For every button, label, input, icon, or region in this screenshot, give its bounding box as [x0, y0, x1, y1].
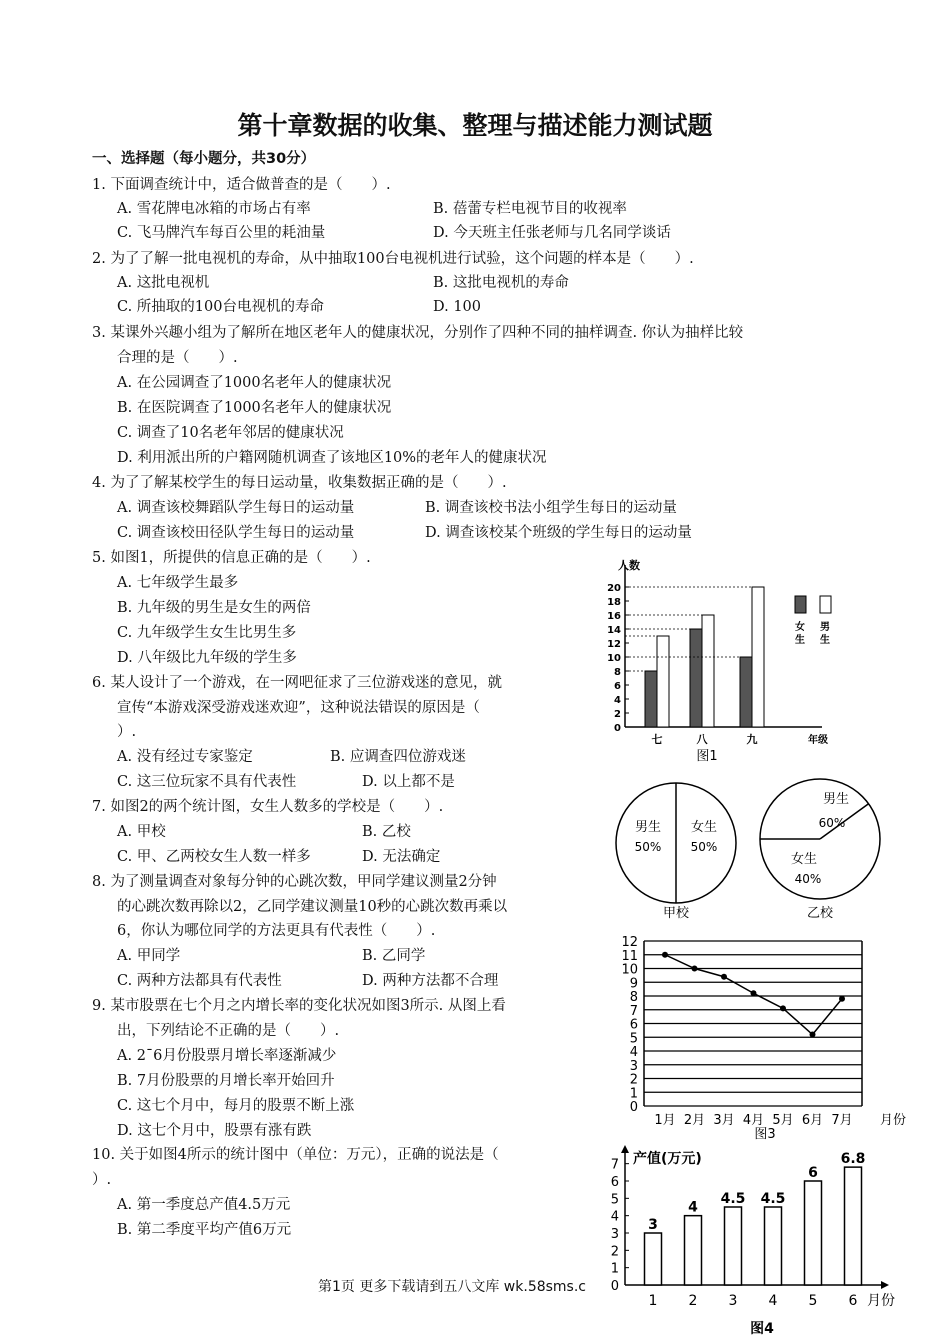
fig3-y-tick-label: 3	[629, 1058, 638, 1074]
fig2-slice-pct: 50%	[690, 840, 718, 854]
fig1-legend-label-bottom: 生	[820, 635, 830, 646]
fig4-x-tick-label: 5	[808, 1293, 818, 1309]
fig3-y-tick-label: 0	[629, 1100, 638, 1115]
fig3-y-tick-label: 5	[629, 1031, 638, 1047]
fig2-slice-label: 男生	[822, 792, 850, 807]
fig4-y-arrow	[621, 1145, 629, 1153]
q8-stem-line1: 8. 为了测量调查对象每分钟的心跳次数，甲同学建议测量2分钟	[92, 874, 497, 890]
q8-option-c: C. 两种方法都具有代表性	[117, 973, 282, 989]
q6-stem-line3: ）.	[117, 724, 137, 740]
fig1-bar	[702, 615, 714, 727]
fig1-legend-swatch	[795, 596, 806, 613]
fig2-slice-pct: 50%	[634, 840, 662, 854]
fig3-y-tick-label: 2	[629, 1072, 638, 1088]
q4-stem: 4. 为了了解某校学生的每日运动量，收集数据正确的是（ ）.	[92, 475, 507, 491]
fig3-point	[751, 990, 757, 996]
fig1-xlabel: 年级	[808, 735, 828, 746]
q2-option-b: B. 这批电视机的寿命	[433, 275, 569, 291]
fig3-caption: 图3	[754, 1127, 776, 1142]
fig4-ylabel: 产值(万元)	[633, 1151, 702, 1167]
q6-option-a: A. 没有经过专家鉴定	[117, 749, 253, 765]
q5-stem: 5. 如图1，所提供的信息正确的是（ ）.	[92, 550, 371, 566]
q9-stem-line1: 9. 某市股票在七个月之内增长率的变化状况如图3所示. 从图上看	[92, 998, 506, 1014]
q9-option-d: D. 这七个月中，股票有涨有跌	[117, 1123, 312, 1139]
fig4-x-tick-label: 3	[728, 1293, 738, 1309]
fig3-point	[810, 1032, 816, 1038]
q5-option-d: D. 八年级比九年级的学生多	[117, 650, 297, 666]
q8-option-b: B. 乙同学	[362, 948, 426, 964]
fig1-bar	[645, 671, 657, 727]
q3-option-d: D. 利用派出所的户籍网随机调查了该地区10%的老年人的健康状况	[117, 450, 547, 466]
fig4-bar	[765, 1207, 782, 1285]
fig1-legend-swatch	[820, 596, 831, 613]
q3-stem-line1: 3. 某课外兴趣小组为了解所在地区老年人的健康状况，分别作了四种不同的抽样调查. 你认为抽样比较	[92, 325, 744, 341]
fig4-data-label: 4	[688, 1199, 698, 1216]
q8-option-a: A. 甲同学	[117, 948, 181, 964]
q6-option-c: C. 这三位玩家不具有代表性	[117, 774, 297, 790]
fig1-y-tick-label: 10	[607, 653, 621, 664]
fig1-x-tick-label: 八	[696, 733, 708, 746]
fig1-y-tick-label: 0	[614, 723, 621, 734]
q8-stem-line2: 的心跳次数再除以2，乙同学建议测量10秒的心跳次数再乘以	[117, 899, 508, 915]
fig3-x-tick-label: 2月	[683, 1113, 706, 1128]
fig1-y-tick-label: 20	[607, 583, 621, 594]
fig4-data-label: 3	[648, 1217, 658, 1233]
q6-stem-line2: 宣传“本游戏深受游戏迷欢迎”，这种说法错误的原因是（	[117, 700, 480, 716]
q9-option-b: B. 7月份股票的月增长率开始回升	[117, 1073, 335, 1089]
fig4-y-tick-label: 1	[610, 1261, 619, 1277]
fig3-y-tick-label: 4	[629, 1045, 638, 1060]
fig3-y-tick-label: 12	[621, 935, 638, 950]
q6-stem-line1: 6. 某人设计了一个游戏，在一网吧征求了三位游戏迷的意见，就	[92, 675, 502, 691]
fig3-y-tick-label: 10	[621, 962, 638, 978]
fig4-data-label: 6.8	[840, 1151, 866, 1168]
fig1-bar	[690, 629, 702, 727]
q6-option-d: D. 以上都不是	[362, 774, 455, 790]
q1-option-c: C. 飞马牌汽车每百公里的耗油量	[117, 225, 326, 241]
fig3-y-tick-label: 1	[629, 1086, 638, 1102]
fig4-y-tick-label: 0	[610, 1279, 619, 1294]
fig4-data-label: 4.5	[760, 1191, 786, 1207]
q1-option-b: B. 蓓蕾专栏电视节目的收视率	[433, 201, 627, 217]
fig2-slice-label: 男生	[634, 820, 662, 835]
fig4-y-tick-label: 6	[610, 1175, 619, 1190]
fig3-point	[662, 952, 668, 958]
q2-option-a: A. 这批电视机	[117, 275, 210, 291]
fig3-y-tick-label: 9	[629, 976, 638, 992]
q5-option-a: A. 七年级学生最多	[117, 575, 239, 591]
q9-stem-line2: 出，下列结论不正确的是（ ）.	[117, 1023, 340, 1039]
q5-option-b: B. 九年级的男生是女生的两倍	[117, 600, 311, 616]
fig4-xlabel: 月份	[867, 1293, 895, 1309]
fig3-x-tick-label: 4月	[742, 1113, 765, 1128]
fig3-point	[839, 996, 845, 1002]
fig4-x-tick-label: 4	[768, 1293, 778, 1309]
q7-stem: 7. 如图2的两个统计图，女生人数多的学校是（ ）.	[92, 799, 444, 815]
fig1-legend-label-top: 女	[795, 622, 805, 633]
fig2-caption: 甲校	[662, 906, 690, 920]
fig1-y-tick-label: 16	[607, 611, 621, 622]
fig3-y-tick-label: 11	[621, 948, 638, 964]
fig3-y-tick-label: 7	[629, 1003, 638, 1019]
fig1-legend-label-top: 男	[820, 622, 830, 633]
fig1-y-tick-label: 4	[614, 695, 621, 706]
fig3-x-tick-label: 6月	[801, 1113, 824, 1128]
fig1-y-tick-label: 6	[614, 681, 621, 692]
fig4-bar	[645, 1233, 662, 1285]
fig4-bar	[805, 1181, 822, 1285]
figure-2-pie-charts	[608, 775, 893, 920]
fig4-bar	[725, 1207, 742, 1285]
fig3-x-tick-label: 3月	[713, 1113, 735, 1128]
fig1-y-tick-label: 8	[614, 667, 621, 678]
fig3-point	[721, 974, 727, 980]
q9-option-a: A. 2¯6月份股票月增长率逐渐减少	[117, 1048, 337, 1064]
fig1-y-tick-label: 18	[607, 597, 621, 608]
q10-stem-line2: ）.	[92, 1172, 112, 1188]
q3-stem-line2: 合理的是（ ）.	[117, 350, 238, 366]
q10-stem-line1: 10. 关于如图4所示的统计图中（单位：万元），正确的说法是（	[92, 1147, 499, 1163]
fig4-x-tick-label: 1	[648, 1293, 658, 1309]
figure-4-bar-chart	[595, 1145, 910, 1340]
fig4-y-tick-label: 3	[610, 1227, 619, 1242]
fig1-legend-label-bottom: 生	[795, 635, 805, 646]
q7-option-c: C. 甲、乙两校女生人数一样多	[117, 849, 311, 865]
fig1-x-tick-label: 九	[746, 733, 758, 746]
fig4-y-tick-label: 4	[610, 1209, 619, 1225]
fig3-x-tick-label: 1月	[654, 1113, 676, 1128]
q3-option-c: C. 调查了10名老年邻居的健康状况	[117, 425, 344, 441]
fig4-bar	[845, 1167, 862, 1285]
fig1-y-tick-label: 12	[607, 639, 621, 650]
fig3-x-tick-label: 7月	[831, 1113, 853, 1128]
q9-option-c: C. 这七个月中，每月的股票不断上涨	[117, 1098, 355, 1114]
fig3-point	[692, 966, 698, 972]
fig1-caption: 图1	[696, 749, 718, 764]
q5-option-c: C. 九年级学生女生比男生多	[117, 625, 297, 641]
figure-1-bar-chart	[590, 555, 850, 765]
q1-option-a: A. 雪花牌电冰箱的市场占有率	[117, 201, 311, 217]
fig1-y-tick-label: 2	[614, 709, 621, 720]
figure-3-line-chart	[610, 930, 915, 1142]
section-heading: 一、选择题（每小题分，共30分）	[92, 151, 316, 167]
q10-option-b: B. 第二季度平均产值6万元	[117, 1222, 292, 1238]
page-title: 第十章数据的收集、整理与描述能力测试题	[237, 111, 713, 140]
q4-option-b: B. 调查该校书法小组学生每日的运动量	[425, 500, 677, 516]
fig4-x-tick-label: 2	[688, 1293, 698, 1309]
q1-stem: 1. 下面调查统计中，适合做普查的是（ ）.	[92, 177, 391, 193]
fig3-x-tick-label: 5月	[772, 1113, 794, 1128]
fig4-data-label: 6	[808, 1165, 818, 1181]
q8-option-d: D. 两种方法都不合理	[362, 973, 499, 989]
q2-stem: 2. 为了了解一批电视机的寿命，从中抽取100台电视机进行试验，这个问题的样本是（ ）.	[92, 251, 694, 267]
fig1-bar	[740, 657, 752, 727]
fig3-point	[780, 1005, 786, 1011]
q7-option-a: A. 甲校	[117, 824, 166, 840]
q4-option-a: A. 调查该校舞蹈队学生每日的运动量	[117, 500, 355, 516]
q2-option-d: D. 100	[433, 299, 482, 315]
fig4-x-arrow	[881, 1281, 889, 1289]
fig1-y-tick-label: 14	[607, 625, 621, 636]
fig1-x-tick-label: 七	[651, 733, 663, 746]
q10-option-a: A. 第一季度总产值4.5万元	[117, 1197, 291, 1213]
fig2-slice-label: 女生	[790, 852, 818, 867]
q1-option-d: D. 今天班主任张老师与几名同学谈话	[433, 225, 671, 241]
fig4-y-tick-label: 7	[610, 1157, 619, 1173]
fig1-bar	[657, 636, 669, 727]
fig4-y-tick-label: 2	[610, 1244, 619, 1260]
fig1-ylabel: 人数	[618, 559, 640, 572]
fig4-data-label: 4.5	[720, 1191, 746, 1207]
q7-option-d: D. 无法确定	[362, 849, 441, 865]
q7-option-b: B. 乙校	[362, 824, 411, 840]
q4-option-c: C. 调查该校田径队学生每日的运动量	[117, 525, 355, 541]
q3-option-a: A. 在公园调查了1000名老年人的健康状况	[117, 375, 392, 391]
fig2-slice-pct: 60%	[818, 816, 846, 830]
fig2-caption: 乙校	[806, 906, 834, 920]
fig3-y-tick-label: 8	[629, 990, 638, 1005]
fig2-slice-label: 女生	[690, 820, 718, 835]
fig3-xlabel: 月份	[879, 1113, 907, 1128]
fig2-slice-pct: 40%	[794, 872, 822, 886]
q3-option-b: B. 在医院调查了1000名老年人的健康状况	[117, 400, 392, 416]
fig1-bar	[752, 587, 764, 727]
fig3-y-tick-label: 6	[629, 1017, 638, 1033]
q6-option-b: B. 应调查四位游戏迷	[330, 749, 466, 765]
fig4-caption: 图4	[750, 1321, 774, 1337]
page-footer: 第1页 更多下载请到五八文库 wk.58sms.c	[318, 1279, 587, 1295]
fig4-y-tick-label: 5	[610, 1192, 619, 1208]
fig4-x-tick-label: 6	[848, 1293, 858, 1309]
q4-option-d: D. 调查该校某个班级的学生每日的运动量	[425, 525, 692, 541]
q2-option-c: C. 所抽取的100台电视机的寿命	[117, 299, 324, 315]
fig4-bar	[685, 1216, 702, 1285]
q8-stem-line3: 6，你认为哪位同学的方法更具有代表性（ ）.	[117, 923, 436, 939]
